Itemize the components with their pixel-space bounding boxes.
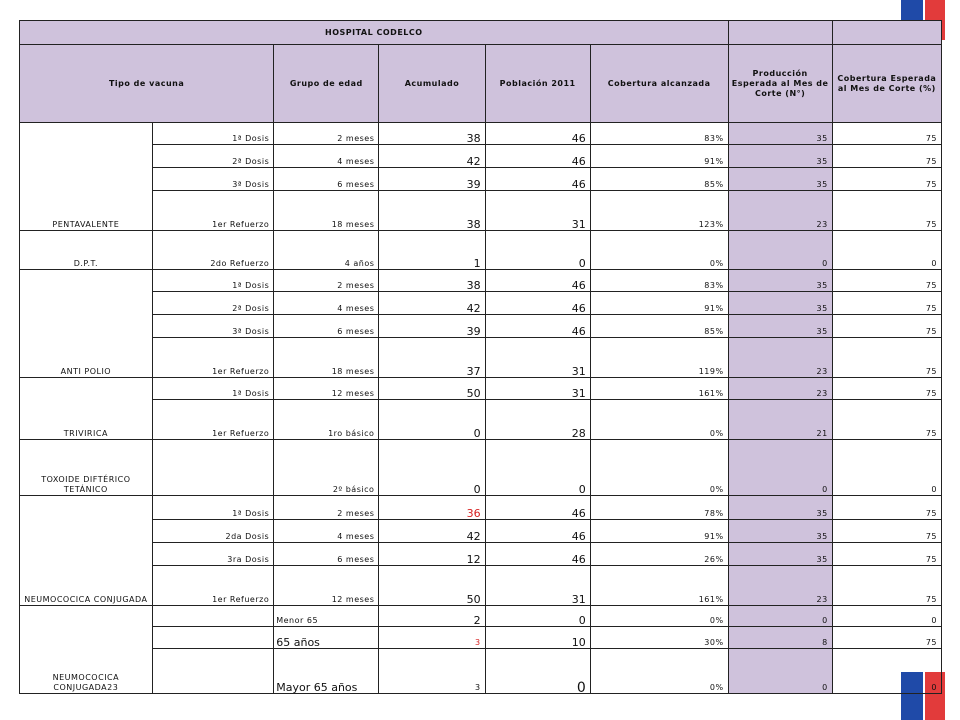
acumulado-cell: 39 (379, 168, 485, 191)
cob-esperada-cell: 75 (832, 191, 941, 231)
poblacion-cell: 46 (485, 168, 590, 191)
poblacion-cell: 46 (485, 145, 590, 168)
header-grupo-edad: Grupo de edad (274, 45, 379, 123)
vaccine-name: NEUMOCOCICA CONJUGADA23 (20, 606, 153, 694)
poblacion-cell: 31 (485, 191, 590, 231)
produccion-cell: 35 (728, 543, 832, 566)
cobertura-cell: 161% (590, 566, 728, 606)
poblacion-cell: 31 (485, 338, 590, 378)
age-cell: 2 meses (274, 496, 379, 520)
acumulado-cell: 38 (379, 123, 485, 145)
dose-cell: 1er Refuerzo (152, 338, 274, 378)
produccion-cell: 35 (728, 270, 832, 292)
header-cobertura: Cobertura alcanzada (590, 45, 728, 123)
produccion-cell: 35 (728, 292, 832, 315)
poblacion-cell: 46 (485, 292, 590, 315)
age-cell: 4 meses (274, 292, 379, 315)
produccion-cell: 8 (728, 627, 832, 649)
acumulado-cell: 42 (379, 292, 485, 315)
cobertura-cell: 119% (590, 338, 728, 378)
dose-cell: 1er Refuerzo (152, 191, 274, 231)
header-produccion-esperada: Producción Esperada al Mes de Corte (N°) (728, 45, 832, 123)
produccion-cell: 35 (728, 168, 832, 191)
acumulado-cell: 42 (379, 520, 485, 543)
acumulado-cell: 50 (379, 566, 485, 606)
dose-cell: 3ra Dosis (152, 543, 274, 566)
poblacion-cell: 31 (485, 378, 590, 400)
cobertura-cell: 91% (590, 292, 728, 315)
cobertura-cell: 161% (590, 378, 728, 400)
cob-esperada-cell: 75 (832, 496, 941, 520)
produccion-cell: 35 (728, 496, 832, 520)
produccion-cell: 35 (728, 123, 832, 145)
dose-cell: 1er Refuerzo (152, 400, 274, 440)
age-cell: 6 meses (274, 315, 379, 338)
age-cell: 6 meses (274, 543, 379, 566)
acumulado-cell: 1 (379, 231, 485, 270)
cob-esperada-cell: 0 (832, 231, 941, 270)
cobertura-cell: 91% (590, 520, 728, 543)
acumulado-cell: 38 (379, 191, 485, 231)
age-cell: 18 meses (274, 191, 379, 231)
poblacion-cell: 10 (485, 627, 590, 649)
cobertura-cell: 0% (590, 649, 728, 694)
cob-esperada-cell: 75 (832, 123, 941, 145)
cobertura-cell: 83% (590, 270, 728, 292)
poblacion-cell: 46 (485, 270, 590, 292)
age-cell: 12 meses (274, 566, 379, 606)
cobertura-cell: 85% (590, 168, 728, 191)
dose-cell: 3ª Dosis (152, 315, 274, 338)
produccion-cell: 0 (728, 231, 832, 270)
cobertura-cell: 0% (590, 440, 728, 496)
age-cell: 12 meses (274, 378, 379, 400)
cobertura-cell: 123% (590, 191, 728, 231)
dose-cell (152, 606, 274, 627)
acumulado-cell: 0 (379, 440, 485, 496)
poblacion-cell: 31 (485, 566, 590, 606)
cob-esperada-cell: 75 (832, 292, 941, 315)
produccion-cell: 0 (728, 440, 832, 496)
poblacion-cell: 0 (485, 649, 590, 694)
header-poblacion: Población 2011 (485, 45, 590, 123)
acumulado-cell: 50 (379, 378, 485, 400)
cob-esperada-cell: 75 (832, 145, 941, 168)
vaccination-coverage-table (19, 20, 942, 694)
cobertura-cell: 0% (590, 400, 728, 440)
cobertura-cell: 26% (590, 543, 728, 566)
produccion-cell: 21 (728, 400, 832, 440)
acumulado-cell: 3 (379, 649, 485, 694)
produccion-cell: 0 (728, 606, 832, 627)
vaccine-name: TRIVIRICA (20, 378, 153, 440)
cobertura-cell: 83% (590, 123, 728, 145)
vaccine-name: D.P.T. (20, 231, 153, 270)
acumulado-cell: 39 (379, 315, 485, 338)
age-cell: 2 meses (274, 270, 379, 292)
cob-esperada-cell: 0 (832, 440, 941, 496)
header-acumulado: Acumulado (379, 45, 485, 123)
acumulado-cell: 42 (379, 145, 485, 168)
produccion-cell: 23 (728, 191, 832, 231)
vaccine-name: TOXOIDE DIFTÉRICO TETÁNICO (20, 440, 153, 496)
cob-esperada-cell: 0 (832, 606, 941, 627)
cob-esperada-cell: 75 (832, 627, 941, 649)
age-cell: 4 meses (274, 145, 379, 168)
acumulado-cell-highlight: 3 (379, 627, 485, 649)
age-cell: 2 meses (274, 123, 379, 145)
cob-esperada-cell: 75 (832, 543, 941, 566)
produccion-cell: 35 (728, 315, 832, 338)
produccion-cell: 23 (728, 566, 832, 606)
produccion-cell: 35 (728, 520, 832, 543)
age-cell: 6 meses (274, 168, 379, 191)
age-cell: 18 meses (274, 338, 379, 378)
dose-cell: 2da Dosis (152, 520, 274, 543)
dose-cell: 2ª Dosis (152, 145, 274, 168)
vaccine-name: PENTAVALENTE (20, 123, 153, 231)
age-cell: Menor 65 (274, 606, 379, 627)
produccion-cell: 0 (728, 649, 832, 694)
produccion-cell: 23 (728, 338, 832, 378)
cobertura-cell: 0% (590, 606, 728, 627)
dose-cell: 2do Refuerzo (152, 231, 274, 270)
cob-esperada-cell: 75 (832, 315, 941, 338)
blank-header-cell (832, 21, 941, 45)
dose-cell (152, 440, 274, 496)
dose-cell: 1er Refuerzo (152, 566, 274, 606)
dose-cell: 1ª Dosis (152, 123, 274, 145)
poblacion-cell: 0 (485, 606, 590, 627)
cobertura-cell: 0% (590, 231, 728, 270)
acumulado-cell-highlight: 36 (379, 496, 485, 520)
header-tipo-vacuna: Tipo de vacuna (20, 45, 274, 123)
cob-esperada-cell: 75 (832, 566, 941, 606)
cobertura-cell: 85% (590, 315, 728, 338)
cob-esperada-cell: 75 (832, 338, 941, 378)
acumulado-cell: 2 (379, 606, 485, 627)
dose-cell: 2ª Dosis (152, 292, 274, 315)
dose-cell: 1ª Dosis (152, 378, 274, 400)
poblacion-cell: 0 (485, 440, 590, 496)
age-cell: 65 años (274, 627, 379, 649)
acumulado-cell: 38 (379, 270, 485, 292)
dose-cell: 1ª Dosis (152, 270, 274, 292)
cobertura-cell: 30% (590, 627, 728, 649)
vaccine-name: ANTI POLIO (20, 270, 153, 378)
dose-cell: 1ª Dosis (152, 496, 274, 520)
header-cobertura-esperada: Cobertura Esperada al Mes de Corte (%) (832, 45, 941, 123)
acumulado-cell: 37 (379, 338, 485, 378)
acumulado-cell: 12 (379, 543, 485, 566)
produccion-cell: 23 (728, 378, 832, 400)
poblacion-cell: 46 (485, 315, 590, 338)
cob-esperada-cell: 75 (832, 270, 941, 292)
age-cell: 4 meses (274, 520, 379, 543)
poblacion-cell: 46 (485, 123, 590, 145)
age-cell: Mayor 65 años (274, 649, 379, 694)
poblacion-cell: 0 (485, 231, 590, 270)
cob-esperada-cell: 75 (832, 168, 941, 191)
cob-esperada-cell: 75 (832, 520, 941, 543)
age-cell: 2º básico (274, 440, 379, 496)
vaccine-name: NEUMOCOCICA CONJUGADA (20, 496, 153, 606)
cob-esperada-cell: 75 (832, 400, 941, 440)
age-cell: 4 años (274, 231, 379, 270)
age-cell: 1ro básico (274, 400, 379, 440)
poblacion-cell: 46 (485, 520, 590, 543)
blank-header-cell (728, 21, 832, 45)
poblacion-cell: 46 (485, 496, 590, 520)
dose-cell (152, 649, 274, 694)
dose-cell (152, 627, 274, 649)
cob-esperada-cell: 0 (832, 649, 941, 694)
acumulado-cell: 0 (379, 400, 485, 440)
cobertura-cell: 91% (590, 145, 728, 168)
poblacion-cell: 46 (485, 543, 590, 566)
cobertura-cell: 78% (590, 496, 728, 520)
dose-cell: 3ª Dosis (152, 168, 274, 191)
cob-esperada-cell: 75 (832, 378, 941, 400)
poblacion-cell: 28 (485, 400, 590, 440)
table-title: HOSPITAL CODELCO (20, 21, 729, 45)
produccion-cell: 35 (728, 145, 832, 168)
